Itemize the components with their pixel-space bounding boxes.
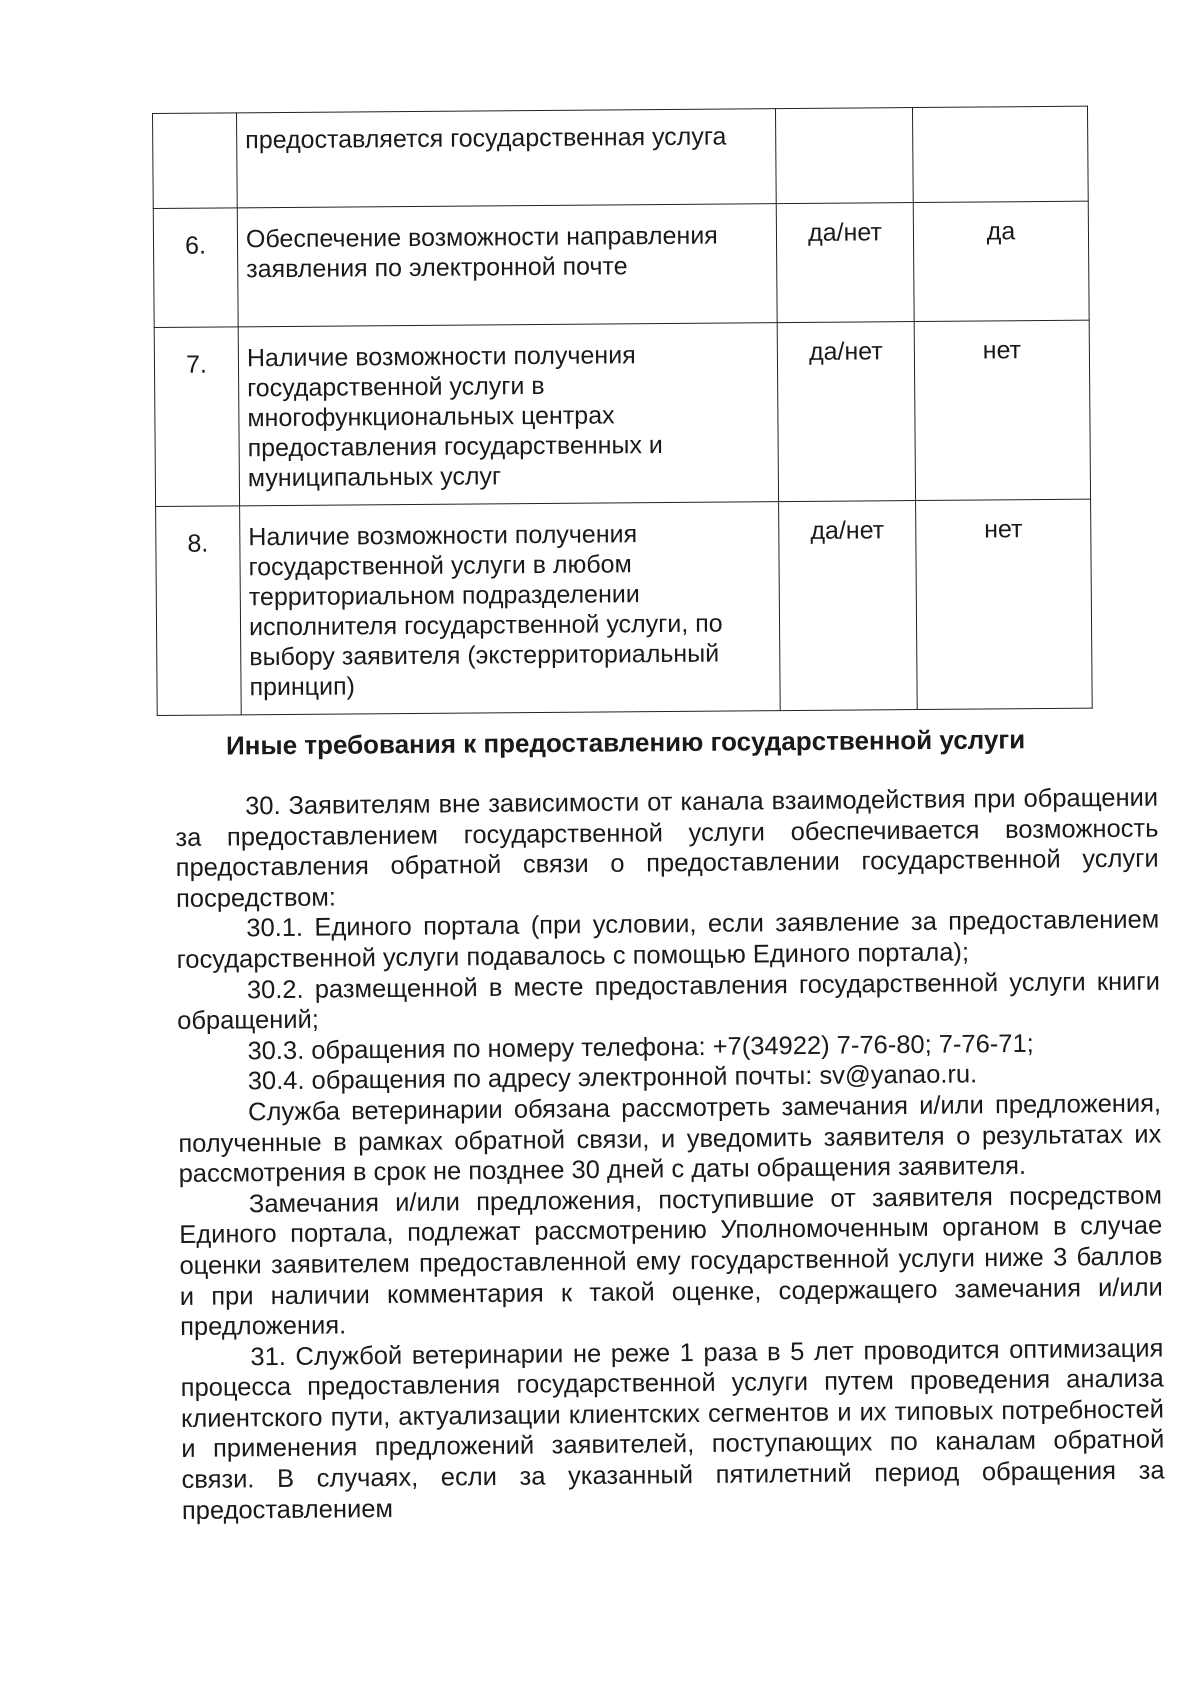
table-row [153, 201, 1089, 327]
paragraph: 31. Службой ветеринарии не реже 1 раза в 5 лет проводится оптимизация процесса предоставления государственной услуги путем проведения анализа клиентского пути, актуализации клиентских сегментов и их типовых потребностей и применения предложений заявителей, поступающих по каналам обратной связи. В случаях, если за указанный пятилетний период обращения за предоставлением [180, 1334, 1165, 1525]
table-row [153, 106, 1089, 208]
table-row [156, 499, 1093, 715]
row-number: 6. [153, 208, 238, 328]
row-value: нет [914, 320, 1090, 500]
table-row [154, 320, 1090, 506]
paragraph: 30.1. Единого портала (при условии, если заявление за предоставлением государственной услуги подавалось с помощью Единого портала); [176, 905, 1160, 974]
body-text [175, 783, 1165, 1527]
row-unit: да/нет [779, 501, 918, 711]
row-unit [775, 108, 913, 204]
section-heading: Иные требования к предоставлению государственной услуги [225, 724, 1026, 761]
row-value: да [913, 201, 1089, 321]
row-description: Наличие возможности получения государственной услуги в любом территориальном подразделении исполнителя государственной услуги, по выбору заявителя (экстерриториальный принцип) [240, 502, 781, 715]
row-description: Обеспечение возможности направления заявления по электронной почте [237, 204, 777, 327]
row-description: Наличие возможности получения государственной услуги в многофункциональных центрах предоставления государственных и муниципальных услуг [238, 323, 778, 506]
row-number: 8. [156, 506, 242, 716]
row-number: 7. [154, 327, 239, 507]
row-value [912, 106, 1088, 202]
paragraph: 30.2. размещенной в месте предоставления государственной услуги книги обращений; [177, 967, 1160, 1036]
row-value: нет [916, 499, 1093, 709]
paragraph: Замечания и/или предложения, поступившие от заявителя посредством Единого портала, подлежат рассмотрению Уполномоченным органом в случае оценки заявителем предоставленной ему государственной услуги ниже 3 баллов и при наличии комментария к такой оценке, содержащего замечания и/или предложения. [179, 1181, 1163, 1342]
paragraph: 30.4. обращения по адресу электронной почты: sv@yanao.ru. [247, 1060, 978, 1096]
row-description: предоставляется государственная услуга [237, 109, 777, 208]
paragraph: Служба ветеринарии обязана рассмотреть замечания и/или предложения, полученные в рамках обратной связи, и уведомить заявителя о результатах их рассмотрения в срок не позднее 30 дней с даты обращения заявителя. [178, 1089, 1162, 1189]
row-unit: да/нет [777, 322, 915, 502]
row-unit: да/нет [776, 203, 914, 323]
requirements-table [152, 106, 1093, 716]
row-number [153, 113, 238, 209]
paragraph: 30. Заявителям вне зависимости от канала взаимодействия при обращении за предоставлением государственной услуги обеспечивается возможность предоставления обратной связи о предоставлении государственной услуги посредством: [175, 783, 1159, 913]
paragraph: 30.3. обращения по номеру телефона: +7(34922) 7-76-80; 7-76-71; [247, 1029, 1034, 1066]
